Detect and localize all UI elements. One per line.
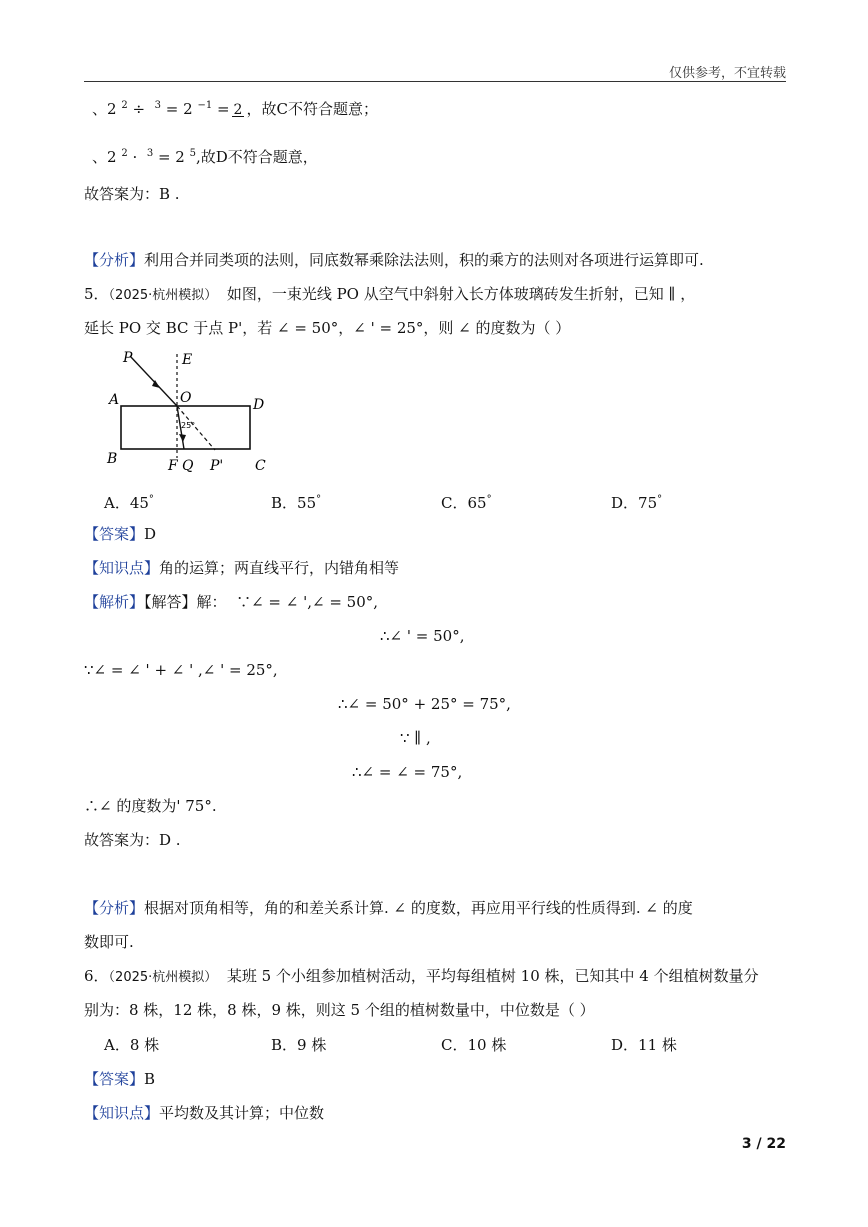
q5-solution-line3: ∵∠ = ∠ ' + ∠ ' ,∠ ' = 25°, (84, 661, 278, 679)
header-rule (84, 81, 786, 82)
option-d-explanation: 、2 $^2$ · $^3$ = 2 $^5$,故D不符合题意， (92, 148, 318, 166)
analysis-q4: 【分析】利用合并同类项的法则，同底数幂乘除法法则，积的乘方的法则对各项进行运算即可. (84, 251, 704, 269)
answer-line-q4: 故答案为：B . (84, 185, 180, 203)
label-Q: Q (182, 458, 194, 474)
solution-tag: 【解析】 (84, 593, 145, 611)
analysis-tag: 【分析】 (84, 899, 145, 917)
q6-line1: 6．（2025·杭州模拟） 某班 5 个小组参加植树活动，平均每组植树 10 株，已知其中 4 个组植树数量分 (84, 967, 759, 985)
knowledge-tag: 【知识点】 (84, 1104, 160, 1122)
label-P: P (123, 350, 133, 366)
q6-knowledge: 【知识点】平均数及其计算；中位数 (84, 1104, 325, 1122)
answer-line-q5: 故答案为：D . (84, 831, 181, 849)
label-P-prime: P' (210, 458, 224, 474)
label-A: A (109, 392, 120, 408)
q6-option-c: C．10 株 (441, 1036, 507, 1054)
q5-option-c: C．65° (441, 494, 492, 512)
analysis-tag: 【分析】 (84, 251, 145, 269)
q5-solution-line5: ∵ ∥ , (400, 729, 431, 747)
q5-solution-line2: ∴∠ ' = 50°, (380, 627, 465, 645)
q6-line2: 别为：8 株，12 株，8 株，9 株，则这 5 个组的植树数量中，中位数是（ ） (84, 1001, 595, 1019)
knowledge-tag: 【知识点】 (84, 559, 160, 577)
q6-answer: 【答案】B (84, 1070, 156, 1088)
label-B: B (107, 451, 118, 467)
answer-tag: 【答案】 (84, 1070, 145, 1088)
q5-solution-line7: ∴∠ 的度数为' 75°. (84, 797, 217, 815)
q5-line2: 延长 PO 交 BC 于点 P'，若 ∠ = 50°，∠ ' = 25°，则 ∠ 的度数为（ ） (84, 319, 571, 337)
label-F: F (168, 458, 178, 474)
option-c-explanation: 、2 $^2$ ÷ $^3$ = 2 $^{-1}$ = 2 ，故C不符合题意； (92, 100, 378, 118)
q5-solution-line6: ∴∠ = ∠ = 75°, (352, 763, 463, 781)
refracted-arrow-icon (179, 434, 186, 442)
page-number: 3 / 22 (741, 1136, 786, 1152)
q5-solution-line4: ∴∠ = 50° + 25° = 75°, (338, 695, 511, 713)
refraction-figure (100, 346, 280, 476)
label-C: C (255, 458, 266, 474)
label-D: D (253, 397, 265, 413)
q5-option-b: B．55° (271, 494, 322, 512)
q6-option-d: D．11 株 (611, 1036, 677, 1054)
q6-option-b: B．9 株 (271, 1036, 327, 1054)
q6-option-a: A．8 株 (104, 1036, 160, 1054)
q5-solution-line1: 【解析】【解答】解： ∵∠ = ∠ ',∠ = 50°, (84, 593, 379, 611)
header-note: 仅供参考，不宜转载 (668, 66, 786, 81)
q5-analysis-line1: 【分析】根据对顶角相等，角的和差关系计算. ∠ 的度数，再应用平行线的性质得到. ∠ 的度 (84, 899, 693, 917)
q5-knowledge: 【知识点】角的运算；两直线平行，内错角相等 (84, 559, 400, 577)
label-O: O (180, 390, 192, 406)
q5-option-a: A．45° (104, 494, 154, 512)
fraction: 2 (233, 101, 243, 118)
q5-answer: 【答案】D (84, 525, 157, 543)
q5-analysis-line2: 数即可. (84, 933, 134, 951)
angle-label-25: 25° (181, 421, 196, 430)
incident-ray-PO (130, 356, 177, 406)
q5-line1: 5．（2025·杭州模拟） 如图，一束光线 PO 从空气中斜射入长方体玻璃砖发生折射，已知 ∥ ， (84, 285, 696, 303)
answer-tag: 【答案】 (84, 525, 145, 543)
q5-option-d: D．75° (611, 494, 663, 512)
label-E: E (182, 352, 193, 368)
